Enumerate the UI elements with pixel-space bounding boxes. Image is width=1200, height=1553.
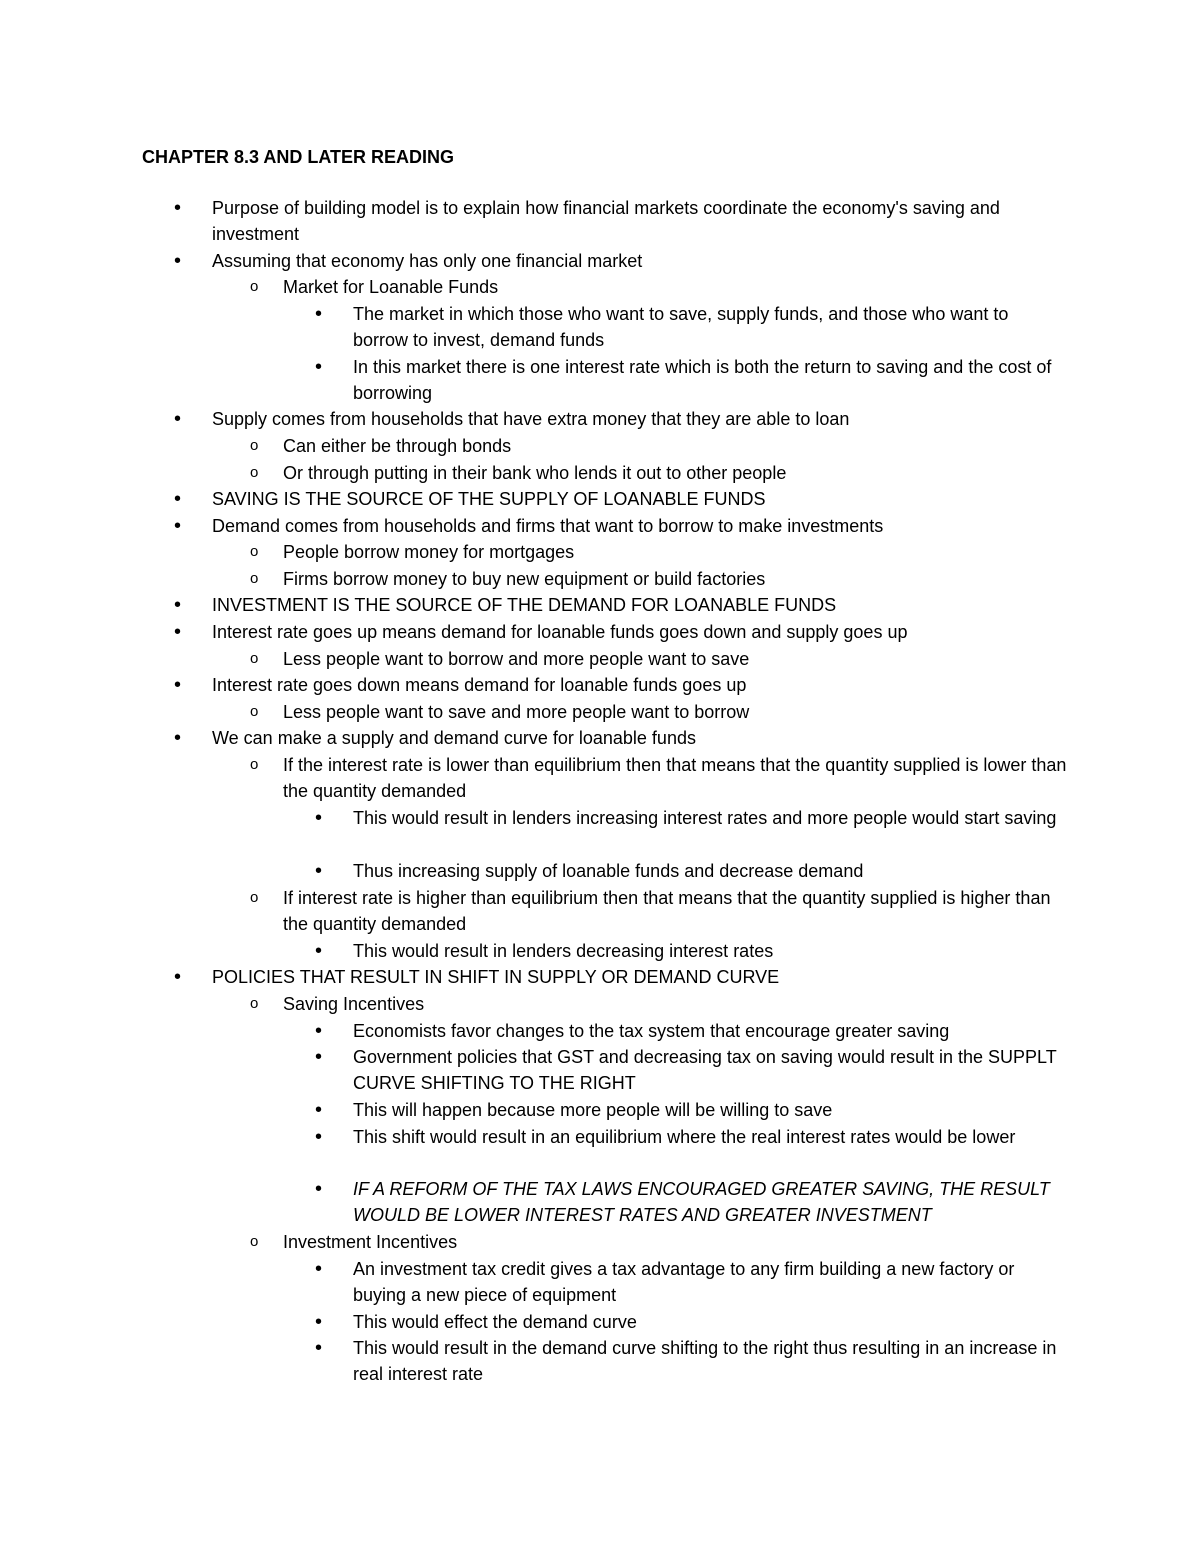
list-item <box>250 991 1073 1017</box>
list-item <box>315 1044 1063 1097</box>
list-item-text: Economists favor changes to the tax system that encourage greater saving <box>353 1021 950 1041</box>
list-item-text: This will happen because more people will be willing to save <box>353 1100 833 1120</box>
list-item <box>250 646 1073 672</box>
list-item-text: If the interest rate is lower than equilibrium then that means that the quantity supplied is lower than the quantity demanded <box>283 755 1067 802</box>
bullet-icon: • <box>174 966 182 988</box>
list-item-text: Can either be through bonds <box>283 436 512 456</box>
document-title: CHAPTER 8.3 AND LATER READING <box>142 147 455 167</box>
list-item <box>174 248 1062 274</box>
circle-bullet-icon: o <box>250 437 259 454</box>
list-item <box>315 1309 1063 1335</box>
list-item <box>315 805 1063 831</box>
list-item-text: POLICIES THAT RESULT IN SHIFT IN SUPPLY OR DEMAND CURVE <box>212 967 780 987</box>
circle-bullet-icon: o <box>250 1233 259 1250</box>
list-item-text: Market for Loanable Funds <box>283 277 499 297</box>
list-item-text: Less people want to save and more people want to borrow <box>283 702 750 722</box>
bullet-icon: • <box>315 356 323 378</box>
bullet-icon: • <box>174 515 182 537</box>
list-item-text: This would result in lenders increasing interest rates and more people would start saving <box>353 808 1057 828</box>
list-item-text: Interest rate goes down means demand for loanable funds goes up <box>212 675 747 695</box>
circle-bullet-icon: o <box>250 650 259 667</box>
bullet-icon: • <box>174 197 182 219</box>
list-item-text: People borrow money for mortgages <box>283 542 575 562</box>
bullet-icon: • <box>174 488 182 510</box>
bullet-icon: • <box>315 940 323 962</box>
list-item <box>174 592 1062 618</box>
bullet-icon: • <box>315 1337 323 1359</box>
circle-bullet-icon: o <box>250 278 259 295</box>
list-item-text: Supply comes from households that have extra money that they are able to loan <box>212 409 850 429</box>
list-item <box>250 1229 1073 1255</box>
circle-bullet-icon: o <box>250 464 259 481</box>
list-item-text: Assuming that economy has only one financial market <box>212 251 643 271</box>
bullet-icon: • <box>315 807 323 829</box>
list-item-text: Government policies that GST and decreasing tax on saving would result in the SUPPLT CURVE SHIFTING TO THE RIGHT <box>353 1047 1057 1094</box>
list-item <box>250 885 1073 938</box>
list-item <box>174 725 1062 751</box>
list-item-text: The market in which those who want to save, supply funds, and those who want to borrow to invest, demand funds <box>353 304 1009 351</box>
circle-bullet-icon: o <box>250 570 259 587</box>
list-item <box>174 619 1062 645</box>
bullet-icon: • <box>174 250 182 272</box>
circle-bullet-icon: o <box>250 756 259 773</box>
list-item <box>250 274 1073 300</box>
list-item <box>174 964 1062 990</box>
list-item-text: Interest rate goes up means demand for loanable funds goes down and supply goes up <box>212 622 908 642</box>
list-item-text: Firms borrow money to buy new equipment or build factories <box>283 569 766 589</box>
list-item <box>174 513 1062 539</box>
list-item <box>250 752 1073 805</box>
bullet-icon: • <box>174 408 182 430</box>
bullet-icon: • <box>315 1046 323 1068</box>
bullet-icon: • <box>174 727 182 749</box>
list-item-text: Investment Incentives <box>283 1232 458 1252</box>
list-item <box>174 486 1062 512</box>
list-item-text: An investment tax credit gives a tax advantage to any firm building a new factory or buying a new piece of equipment <box>353 1259 1015 1306</box>
list-item-text: This would result in lenders decreasing interest rates <box>353 941 774 961</box>
list-item <box>174 672 1062 698</box>
list-item-text: Or through putting in their bank who lends it out to other people <box>283 463 787 483</box>
list-item <box>250 539 1073 565</box>
list-item-text: This shift would result in an equilibrium where the real interest rates would be lower <box>353 1127 1016 1147</box>
list-item <box>315 1176 1063 1229</box>
bullet-icon: • <box>315 1099 323 1121</box>
list-item <box>174 195 1062 248</box>
list-item <box>174 406 1062 432</box>
list-item-text: Thus increasing supply of loanable funds and decrease demand <box>353 861 864 881</box>
bullet-icon: • <box>315 303 323 325</box>
list-item <box>315 1256 1063 1309</box>
bullet-icon: • <box>315 1020 323 1042</box>
list-item-text: Saving Incentives <box>283 994 425 1014</box>
list-item <box>250 566 1073 592</box>
bullet-icon: • <box>174 594 182 616</box>
list-item <box>315 938 1063 964</box>
list-item <box>315 301 1063 354</box>
circle-bullet-icon: o <box>250 889 259 906</box>
list-item <box>315 1124 1063 1150</box>
bullet-icon: • <box>174 674 182 696</box>
list-item-text: This would result in the demand curve shifting to the right thus resulting in an increase in real interest rate <box>353 1338 1057 1385</box>
list-item-text: This would effect the demand curve <box>353 1312 637 1332</box>
list-item-text: IF A REFORM OF THE TAX LAWS ENCOURAGED GREATER SAVING, THE RESULT WOULD BE LOWER INTEREST RATES AND GREATER INVESTMENT <box>353 1179 1050 1226</box>
list-item-text: If interest rate is higher than equilibrium then that means that the quantity supplied is higher than the quantity demanded <box>283 888 1051 935</box>
list-item <box>250 699 1073 725</box>
list-item <box>315 1335 1063 1388</box>
list-item-text: SAVING IS THE SOURCE OF THE SUPPLY OF LOANABLE FUNDS <box>212 489 766 509</box>
circle-bullet-icon: o <box>250 543 259 560</box>
bullet-icon: • <box>315 1178 323 1200</box>
bullet-icon: • <box>174 621 182 643</box>
list-item <box>315 354 1063 407</box>
list-item-text: We can make a supply and demand curve for loanable funds <box>212 728 696 748</box>
bullet-icon: • <box>315 1126 323 1148</box>
bullet-icon: • <box>315 860 323 882</box>
list-item <box>315 1018 1063 1044</box>
list-item-text: In this market there is one interest rate which is both the return to saving and the cost of borrowing <box>353 357 1052 404</box>
list-item-text: INVESTMENT IS THE SOURCE OF THE DEMAND FOR LOANABLE FUNDS <box>212 595 837 615</box>
circle-bullet-icon: o <box>250 995 259 1012</box>
list-item-text: Demand comes from households and firms that want to borrow to make investments <box>212 516 884 536</box>
list-item-text: Less people want to borrow and more people want to save <box>283 649 750 669</box>
list-item <box>250 460 1073 486</box>
bullet-icon: • <box>315 1311 323 1333</box>
list-item-text: Purpose of building model is to explain how financial markets coordinate the economy's saving and investment <box>212 198 1000 245</box>
bullet-icon: • <box>315 1258 323 1280</box>
list-item <box>250 433 1073 459</box>
circle-bullet-icon: o <box>250 703 259 720</box>
list-item <box>315 858 1063 884</box>
list-item <box>315 1097 1063 1123</box>
